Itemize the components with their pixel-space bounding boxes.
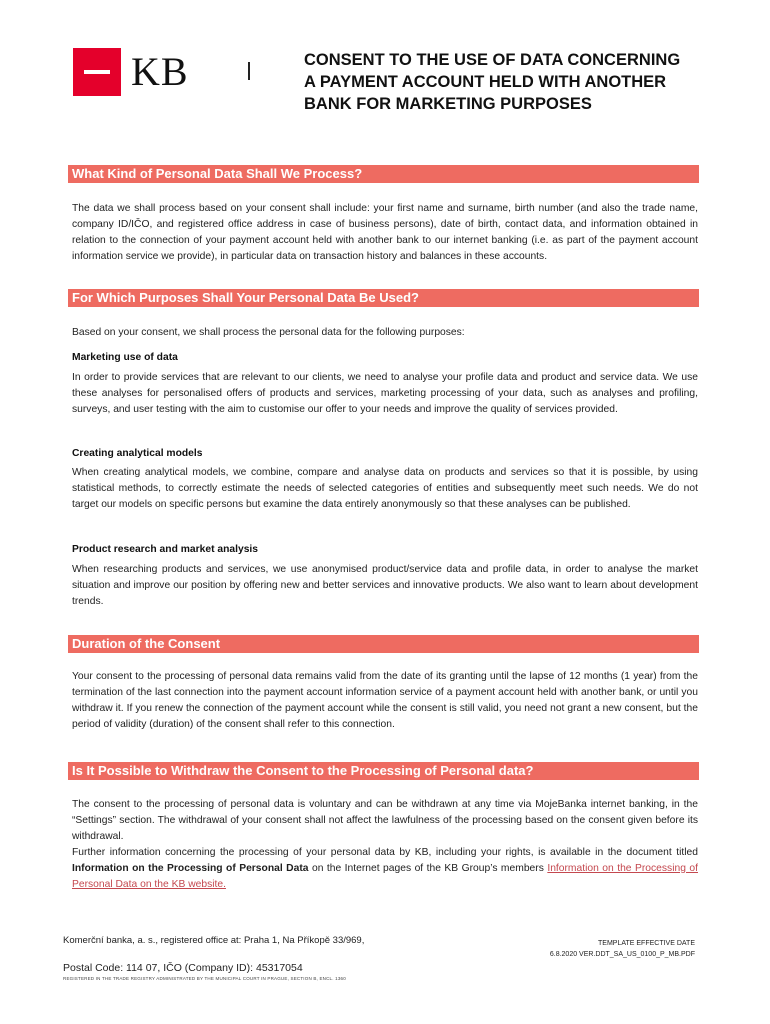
kb-logo-text: KB — [131, 49, 189, 94]
footer-address: Komerční banka, a. s., registered office at: Praha 1, Na Příkopě 33/969, — [63, 935, 365, 946]
paragraph-product-research: When researching products and services, we use anonymised product/service data and profile data, in order to analyse the market situation and improve our position by offering new and better services and innovative products. We also want to learn about development trends. — [72, 564, 698, 607]
subheading-analytical-models: Creating analytical models — [72, 448, 203, 459]
kb-logo-bar — [84, 70, 110, 74]
section-paragraph-data-processed: The data we shall process based on your consent shall include: your first name and surname, birth number (and also the trade name, company ID/IČO, and registered office address in case of business persons), date of birth, contact data, and information obtained in relation to the connection of your payment account held with another bank to our internet banking (i.e. as part of the payment account information service we provide), in particular data on transaction history and balances in these accounts. — [72, 203, 698, 262]
footer-registry-note: REGISTERED IN THE TRADE REGISTRY ADMINISTRATED BY THE MUNICIPAL COURT IN PRAGUE, SECTION B, ENCL. 1360 — [63, 976, 346, 981]
paragraph-marketing-use: In order to provide services that are relevant to our clients, we need to analyse your profile data and product and service data. We use these analyses for personalised offers of products and services, marketing processing of your data, such as analyses and profiling, surveys, and user testing with the aim to customise our offer to your needs and improve the quality of services provided. — [72, 372, 698, 415]
document-title: CONSENT TO THE USE OF DATA CONCERNING A PAYMENT ACCOUNT HELD WITH ANOTHER BANK FOR MARKETING PURPOSES — [304, 51, 681, 113]
kb-logo-square-icon — [73, 48, 121, 96]
header-separator — [248, 62, 250, 80]
footer-template-info — [520, 938, 695, 960]
section-heading-duration: Duration of the Consent — [68, 635, 699, 653]
subheading-marketing-use: Marketing use of data — [72, 352, 178, 363]
section-paragraph-withdrawal: The consent to the processing of personal data is voluntary and can be withdrawn at any time via MojeBanka internet banking, in the “Settings” section. The withdrawal of your consent shall not affect the lawfulness of the processing based on the consent given before its withdrawal. — [72, 799, 698, 842]
section-heading-purposes: For Which Purposes Shall Your Personal Data Be Used? — [68, 289, 699, 307]
section-heading-data-processed: What Kind of Personal Data Shall We Process? — [68, 165, 699, 183]
template-version: 6.8.2020 VER.DDT_SA_US_0100_P_MB.PDF — [549, 951, 695, 958]
subheading-product-research: Product research and market analysis — [72, 544, 259, 555]
section-paragraph-duration: Your consent to the processing of personal data remains valid from the date of its granting until the lapse of 12 months (1 year) from the termination of the last connection into the payment account information service of a payment account held with another bank, or until you withdraw it. If you renew the connection of the payment account while the consent is still valid, you need not grant a new consent, but the period of validity (duration) of the consent shall refer to this connection. — [72, 671, 698, 730]
footer-postal-code: Postal Code: 114 07, IČO (Company ID): 45317054 — [63, 962, 303, 974]
template-effective-date-label: TEMPLATE EFFECTIVE DATE — [598, 940, 695, 947]
further-information-suffix: on the Internet pages of the KB Group’s members — [308, 863, 548, 874]
further-information-document-title: Information on the Processing of Personal Data — [72, 863, 309, 874]
paragraph-analytical-models: When creating analytical models, we combine, compare and analyse data on products and services so that it is possible, by using statistical methods, to correctly estimate the needs of selected categories of entities and subsequently meet such needs. We do not target our models on specific persons but examine the data entirely anonymously so that these analyses can be published. — [72, 467, 698, 510]
section-heading-withdrawal: Is It Possible to Withdraw the Consent to the Processing of Personal data? — [68, 762, 699, 780]
purposes-intro: Based on your consent, we shall process the personal data for the following purposes: — [72, 327, 465, 338]
kb-website-link[interactable]: Information on the Processing of Personal Data on the KB website. — [72, 863, 698, 890]
further-information-prefix: Further information concerning the processing of your personal data by KB, including your rights, is available in the document titled — [72, 847, 698, 858]
further-information-paragraph — [72, 845, 698, 893]
